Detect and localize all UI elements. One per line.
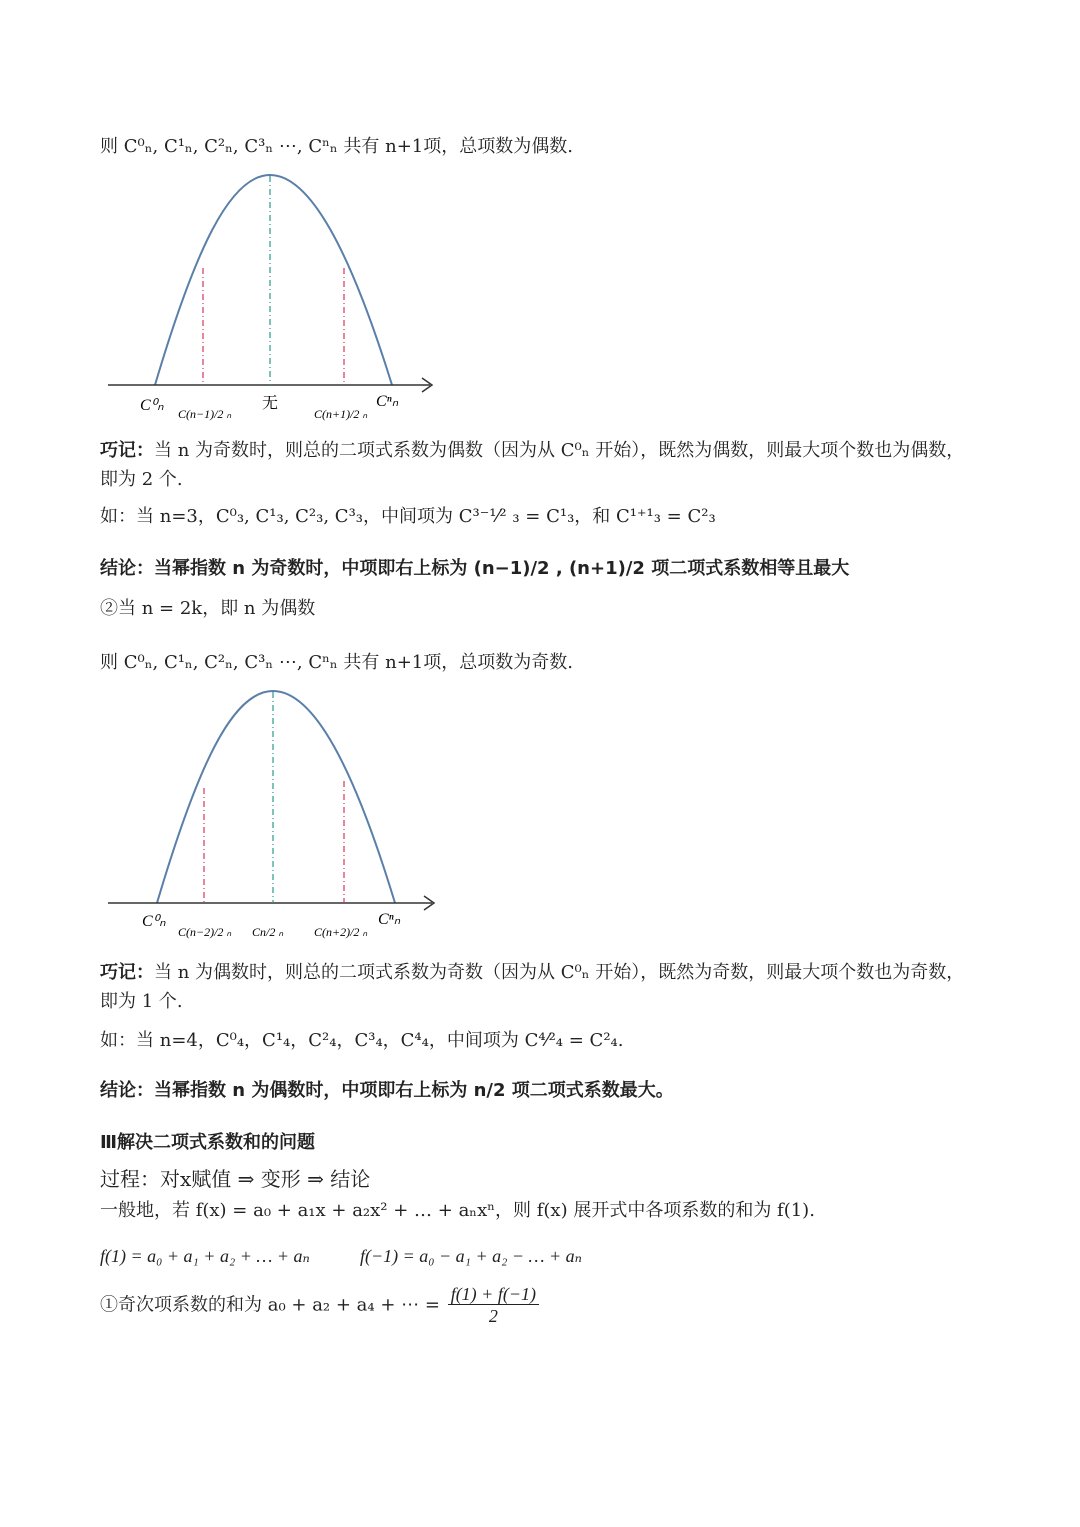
- even-tip-line2: 即为 1 个.: [100, 991, 183, 1012]
- odd-intro: 则 C⁰ₙ, C¹ₙ, C²ₙ, C³ₙ ⋯, Cⁿₙ 共有 n+1项，总项数为偶数.: [100, 136, 573, 157]
- even-tip-label: 巧记：: [100, 962, 154, 983]
- even-tip-text: 当 n 为偶数时，则总的二项式系数为奇数（因为从 C⁰ₙ 开始），既然为奇数，则最大项个数也为奇数，: [154, 962, 965, 983]
- odd-curve: [155, 175, 392, 385]
- odd-label-mid-right: C(n+1)/2 ₙ: [314, 407, 368, 421]
- section3-title: Ⅲ解决二项式系数和的问题: [100, 1132, 316, 1153]
- odd-sum-fraction: [448, 1284, 539, 1327]
- odd-sum-label: ①奇次项系数的和为 a₀ + a₂ + a₄ + ⋯ =: [100, 1294, 440, 1316]
- odd-label-mid-left: C(n−1)/2 ₙ: [178, 407, 232, 421]
- even-label-right: Cⁿₙ: [378, 911, 401, 928]
- odd-sum-numerator: f(1) + f(−1): [448, 1284, 539, 1305]
- odd-tip-line2: 即为 2 个.: [100, 469, 183, 490]
- odd-example: 如：当 n=3，C⁰₃, C¹₃, C²₃, C³₃，中间项为 C³⁻¹⁄² ₃ = C¹₃，和 C¹⁺¹₃ = C²₃: [100, 506, 716, 527]
- section3-odd-sum: [100, 1284, 541, 1327]
- even-heading: ②当 n = 2k，即 n 为偶数: [100, 598, 316, 619]
- odd-conclusion: 结论：当幂指数 n 为奇数时，中项即右上标为 (n−1)/2 , (n+1)/2 项二项式系数相等且最大: [100, 558, 850, 579]
- odd-tip: [100, 438, 964, 464]
- even-binomial-curve-figure: [100, 688, 460, 953]
- even-label-mid-right: C(n+2)/2 ₙ: [314, 925, 368, 939]
- odd-tip-text: 当 n 为奇数时，则总的二项式系数为偶数（因为从 C⁰ₙ 开始），既然为偶数，则最大项个数也为偶数，: [154, 440, 965, 461]
- section3-general: 一般地，若 f(x) = a₀ + a₁x + a₂x² + … + aₙxⁿ，则 f(x) 展开式中各项系数的和为 f(1).: [100, 1200, 815, 1221]
- section3-process: 过程：对x赋值 ⇒ 变形 ⇒ 结论: [100, 1167, 371, 1191]
- odd-label-left: C⁰ₙ: [140, 397, 164, 414]
- even-label-mid-left: C(n−2)/2 ₙ: [178, 925, 232, 939]
- odd-label-center: 无: [262, 393, 279, 412]
- odd-sum-denominator: 2: [488, 1306, 498, 1326]
- section3-fm1: f(−1) = a₀ − a₁ + a₂ − … + aₙ: [360, 1246, 582, 1266]
- odd-label-right: Cⁿₙ: [376, 393, 399, 410]
- even-example: 如：当 n=4，C⁰₄，C¹₄，C²₄，C³₄，C⁴₄，中间项为 C⁴⁄²₄ = C²₄.: [100, 1030, 624, 1051]
- odd-binomial-curve-figure: [100, 170, 460, 430]
- even-intro: 则 C⁰ₙ, C¹ₙ, C²ₙ, C³ₙ ⋯, Cⁿₙ 共有 n+1项，总项数为奇数.: [100, 652, 573, 673]
- even-tip: [100, 960, 964, 986]
- even-curve: [157, 691, 395, 903]
- even-label-left: C⁰ₙ: [142, 913, 166, 930]
- section3-f1: f(1) = a₀ + a₁ + a₂ + … + aₙ: [100, 1246, 310, 1266]
- even-label-center: Cn/2 ₙ: [252, 925, 284, 939]
- odd-tip-label: 巧记：: [100, 440, 154, 461]
- even-conclusion: 结论：当幂指数 n 为偶数时，中项即右上标为 n/2 项二项式系数最大。: [100, 1080, 674, 1101]
